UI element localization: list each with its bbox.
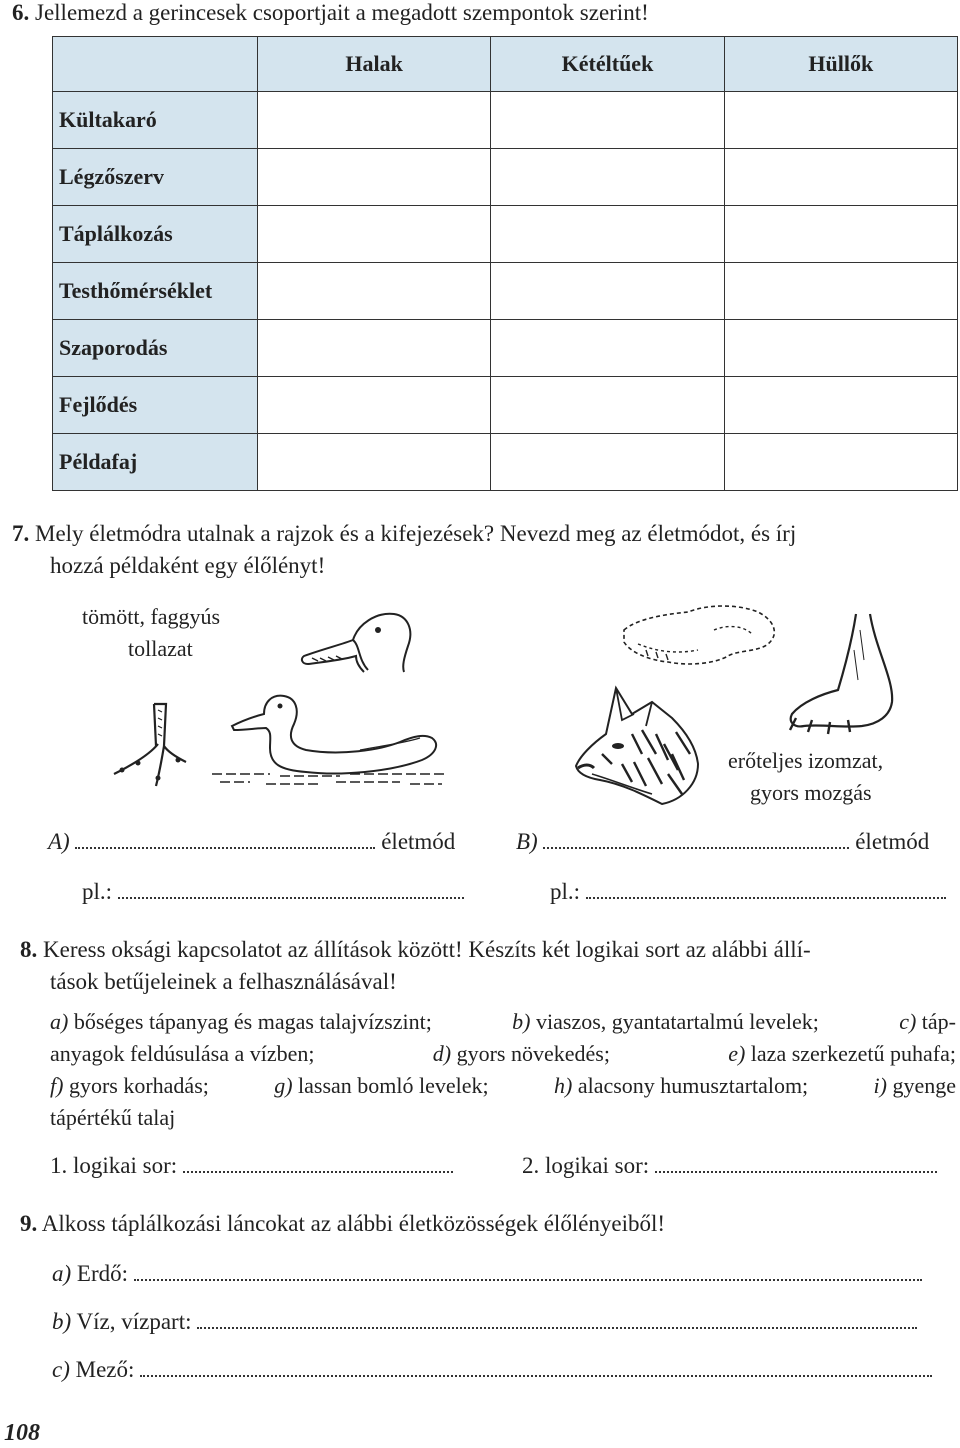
statement-i: i) gyenge bbox=[873, 1073, 956, 1098]
logical-sequence-2 bbox=[522, 1150, 937, 1182]
answer-cell[interactable] bbox=[258, 263, 491, 320]
question-8-line1: Keress oksági kapcsolatot az állítások között! Készíts két logikai sort az alábbi állí- bbox=[43, 937, 811, 962]
answer-cell[interactable] bbox=[491, 92, 724, 149]
label-b: B) bbox=[516, 829, 538, 854]
answer-cell[interactable] bbox=[724, 320, 957, 377]
row-header: Táplálkozás bbox=[53, 206, 258, 263]
skull-illustration bbox=[618, 600, 784, 672]
answer-cell[interactable] bbox=[724, 263, 957, 320]
answer-cell[interactable] bbox=[258, 92, 491, 149]
statement-e: e) laza szerkezetű puhafa; bbox=[728, 1041, 956, 1066]
question-8-line2: tások betűjeleinek a felhasználásával! bbox=[50, 969, 397, 994]
sequence-2-blank[interactable] bbox=[655, 1170, 937, 1173]
wolf-head-illustration bbox=[572, 684, 702, 808]
paw-illustration bbox=[782, 610, 902, 736]
statement-i-cont: tápértékű talaj bbox=[50, 1105, 176, 1130]
question-7-line1: Mely életmódra utalnak a rajzok és a kifejezések? Nevezd meg az életmódot, és írj bbox=[35, 521, 797, 546]
food-chain-meadow: c) Mező: bbox=[52, 1354, 932, 1386]
sequence-1-blank[interactable] bbox=[183, 1170, 453, 1173]
label-a: A) bbox=[48, 829, 70, 854]
example-b-blank[interactable] bbox=[586, 896, 946, 899]
question-9-text: Alkoss táplálkozási láncokat az alábbi életközösségek élőlényeiből! bbox=[41, 1211, 666, 1236]
statement-c-cont: anyagok feldúsulása a vízben; bbox=[50, 1041, 315, 1066]
question-8-title bbox=[20, 934, 958, 966]
lifestyle-word-a: életmód bbox=[381, 829, 456, 854]
answer-cell[interactable] bbox=[491, 320, 724, 377]
column-header: Halak bbox=[258, 37, 491, 92]
question-7-line2: hozzá példaként egy élőlényt! bbox=[50, 553, 326, 578]
statements-paragraph bbox=[50, 1006, 956, 1134]
answer-cell[interactable] bbox=[258, 149, 491, 206]
row-header: Szaporodás bbox=[53, 320, 258, 377]
answer-cell[interactable] bbox=[491, 149, 724, 206]
statement-c: c) táp- bbox=[899, 1009, 956, 1034]
forest-blank[interactable] bbox=[134, 1278, 922, 1281]
statement-g: g) lassan bomló levelek; bbox=[274, 1073, 489, 1098]
caption-a-line2: tollazat bbox=[128, 636, 193, 661]
example-label-b: pl.: bbox=[550, 879, 581, 904]
answer-cell[interactable] bbox=[724, 434, 957, 491]
duck-head-illustration bbox=[298, 604, 418, 674]
answer-cell[interactable] bbox=[258, 434, 491, 491]
answer-cell[interactable] bbox=[724, 206, 957, 263]
row-header: Testhőmérséklet bbox=[53, 263, 258, 320]
duck-foot-illustration bbox=[108, 700, 188, 792]
statement-b: b) viaszos, gyantatartalmú levelek; bbox=[512, 1009, 819, 1034]
statement-f: f) gyors korhadás; bbox=[50, 1073, 209, 1098]
example-label-a: pl.: bbox=[82, 879, 113, 904]
answer-b-lifestyle bbox=[516, 826, 929, 858]
answer-cell[interactable] bbox=[491, 206, 724, 263]
water-label: Víz, vízpart: bbox=[76, 1309, 192, 1334]
question-9-number: 9. bbox=[20, 1211, 38, 1236]
question-7-title bbox=[12, 518, 958, 550]
caption-a-line1: tömött, faggyús bbox=[82, 604, 221, 629]
answer-a-blank[interactable] bbox=[75, 846, 375, 849]
example-a-blank[interactable] bbox=[118, 896, 464, 899]
row-header: Kültakaró bbox=[53, 92, 258, 149]
logical-sequence-1 bbox=[50, 1150, 453, 1182]
meadow-blank[interactable] bbox=[140, 1374, 932, 1377]
table-corner-cell bbox=[53, 37, 258, 92]
column-header: Kétéltűek bbox=[491, 37, 724, 92]
answer-cell[interactable] bbox=[258, 377, 491, 434]
answer-a-example bbox=[82, 876, 464, 908]
meadow-label: Mező: bbox=[75, 1357, 135, 1382]
sequence-2-label: 2. logikai sor: bbox=[522, 1153, 650, 1178]
swimming-duck-illustration bbox=[210, 688, 450, 792]
question-6-text: Jellemezd a gerincesek csoportjait a megadott szempontok szerint! bbox=[35, 0, 649, 25]
page-number: 108 bbox=[4, 1420, 40, 1446]
forest-label: Erdő: bbox=[76, 1261, 129, 1286]
answer-cell[interactable] bbox=[491, 377, 724, 434]
answer-b-example bbox=[550, 876, 946, 908]
answer-cell[interactable] bbox=[724, 92, 957, 149]
vertebrate-table bbox=[52, 36, 958, 491]
answer-cell[interactable] bbox=[258, 320, 491, 377]
question-6-number: 6. bbox=[12, 0, 30, 25]
answer-cell[interactable] bbox=[724, 149, 957, 206]
column-header: Hüllők bbox=[724, 37, 957, 92]
statement-a: a) bőséges tápanyag és magas talajvízszint; bbox=[50, 1009, 432, 1034]
question-9-title bbox=[20, 1208, 665, 1240]
question-8-number: 8. bbox=[20, 937, 38, 962]
statement-h: h) alacsony humusztartalom; bbox=[554, 1073, 809, 1098]
caption-b-line1: erőteljes izomzat, bbox=[728, 748, 884, 773]
answer-b-blank[interactable] bbox=[543, 846, 849, 849]
question-7-number: 7. bbox=[12, 521, 30, 546]
row-header: Fejlődés bbox=[53, 377, 258, 434]
lifestyle-word-b: életmód bbox=[855, 829, 930, 854]
water-blank[interactable] bbox=[197, 1326, 917, 1329]
food-chain-water: b) Víz, vízpart: bbox=[52, 1306, 917, 1338]
row-header: Példafaj bbox=[53, 434, 258, 491]
question-6-title bbox=[12, 0, 649, 29]
answer-cell[interactable] bbox=[724, 377, 957, 434]
answer-cell[interactable] bbox=[258, 206, 491, 263]
statement-d: d) gyors növekedés; bbox=[432, 1041, 610, 1066]
answer-cell[interactable] bbox=[491, 434, 724, 491]
food-chain-forest: a) Erdő: bbox=[52, 1258, 922, 1290]
answer-cell[interactable] bbox=[491, 263, 724, 320]
sequence-1-label: 1. logikai sor: bbox=[50, 1153, 178, 1178]
answer-a-lifestyle bbox=[48, 826, 455, 858]
caption-b-line2: gyors mozgás bbox=[750, 780, 872, 805]
row-header: Légzőszerv bbox=[53, 149, 258, 206]
